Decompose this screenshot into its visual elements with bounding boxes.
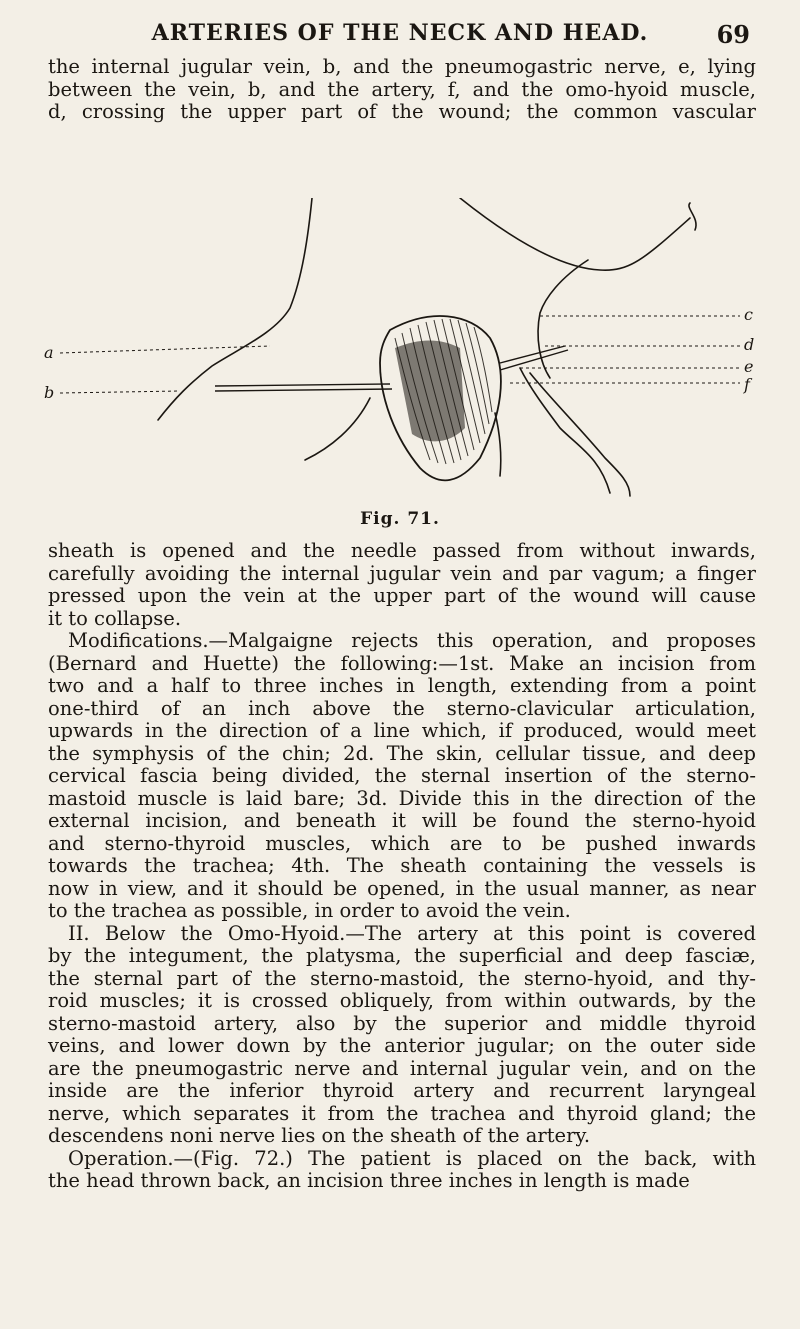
text-line: by the integument, the platysma, the superficial and deep fasciæ, — [48, 944, 756, 967]
text-line: and sterno-thyroid muscles, which are to be pushed inwards — [48, 831, 756, 855]
body-text — [48, 540, 756, 1193]
text-line: descendens noni nerve lies on the sheath of the artery. — [48, 1124, 591, 1147]
text-line: between the vein, b, and the artery, f, and the omo-hyoid muscle, — [48, 77, 756, 101]
label-d: d — [744, 335, 755, 354]
text-line: two and a half to three inches in length, extending from a point — [48, 674, 756, 697]
text-line: veins, and lower down by the anterior jugular; on the outer side — [48, 1034, 756, 1057]
wound-right-inner — [689, 203, 696, 230]
text-line: nerve, which separates it from the trachea and thyroid gland; the — [48, 1101, 756, 1125]
text-line: towards the trachea; 4th. The sheath containing the vessels is — [48, 854, 756, 877]
text-line: the sternal part of the sterno-mastoid, the sterno-hyoid, and thy- — [48, 966, 756, 990]
text-line: the symphysis of the chin; 2d. The skin, cellular tissue, and deep — [48, 741, 756, 765]
wound-curve-upper — [538, 260, 588, 378]
text-line: d, crossing the upper part of the wound; the common vascular — [48, 100, 756, 123]
text-line: cervical fascia being divided, the sternal insertion of the sterno- — [48, 764, 756, 787]
label-e: e — [744, 357, 754, 376]
text-line: now in view, and it should be opened, in the usual manner, as near — [48, 876, 756, 900]
text-line: to the trachea as possible, in order to avoid the vein. — [48, 899, 571, 922]
text-line: inside are the inferior thyroid artery and recurrent laryngeal — [48, 1079, 756, 1102]
wound-lower-left — [305, 398, 370, 460]
wound-right-edge — [460, 198, 690, 270]
text-line: II. Below the Omo-Hyoid.—The artery at this point is covered — [68, 921, 756, 945]
text-line: roid muscles; it is crossed obliquely, from within outwards, by the — [48, 989, 756, 1012]
text-line: pressed upon the vein at the upper part of the wound will cause — [48, 584, 756, 607]
text-line: carefully avoiding the internal jugular vein and par vagum; a finger — [48, 561, 756, 585]
page-header — [0, 20, 800, 50]
vessel-line-1 — [520, 368, 610, 493]
text-line: sheath is opened and the needle passed from without inwards, — [48, 539, 756, 562]
anatomical-figure — [40, 198, 760, 498]
label-c: c — [744, 305, 753, 324]
text-line: it to collapse. — [48, 606, 182, 630]
running-title: ARTERIES OF THE NECK AND HEAD. — [151, 20, 649, 46]
figure-caption: Fig. 71. — [360, 509, 440, 529]
text-line: the internal jugular vein, b, and the pneumogastric nerve, e, lying — [48, 55, 756, 78]
text-line: sterno-mastoid artery, also by the superior and middle thyroid — [48, 1011, 756, 1035]
text-line: (Bernard and Huette) the following:—1st. Make an incision from — [48, 651, 756, 675]
text-line: upwards in the direction of a line which, if produced, would meet — [48, 719, 756, 742]
text-line: the head thrown back, an incision three inches in length is made — [48, 1169, 690, 1192]
text-line: are the pneumogastric nerve and internal jugular vein, and on the — [48, 1056, 756, 1080]
label-f: f — [744, 375, 750, 394]
label-b: b — [44, 383, 55, 402]
label-a: a — [44, 343, 54, 362]
text-line: one-third of an inch above the sterno-clavicular articulation, — [48, 696, 756, 720]
top-paragraph — [48, 56, 756, 124]
muscle-shading — [395, 341, 465, 442]
text-line: mastoid muscle is laid bare; 3d. Divide this in the direction of the — [48, 786, 756, 810]
vessel-line-3 — [495, 413, 501, 476]
text-line: Modifications.—Malgaigne rejects this operation, and proposes — [68, 629, 756, 652]
text-line: Operation.—(Fig. 72.) The patient is placed on the back, with — [68, 1146, 756, 1170]
text-line: external incision, and beneath it will be found the sterno-hyoid — [48, 809, 756, 832]
leader-b — [60, 391, 180, 393]
page-number: 69 — [716, 20, 750, 49]
wound-left-edge — [158, 198, 312, 420]
vessel-line-2 — [530, 373, 630, 496]
